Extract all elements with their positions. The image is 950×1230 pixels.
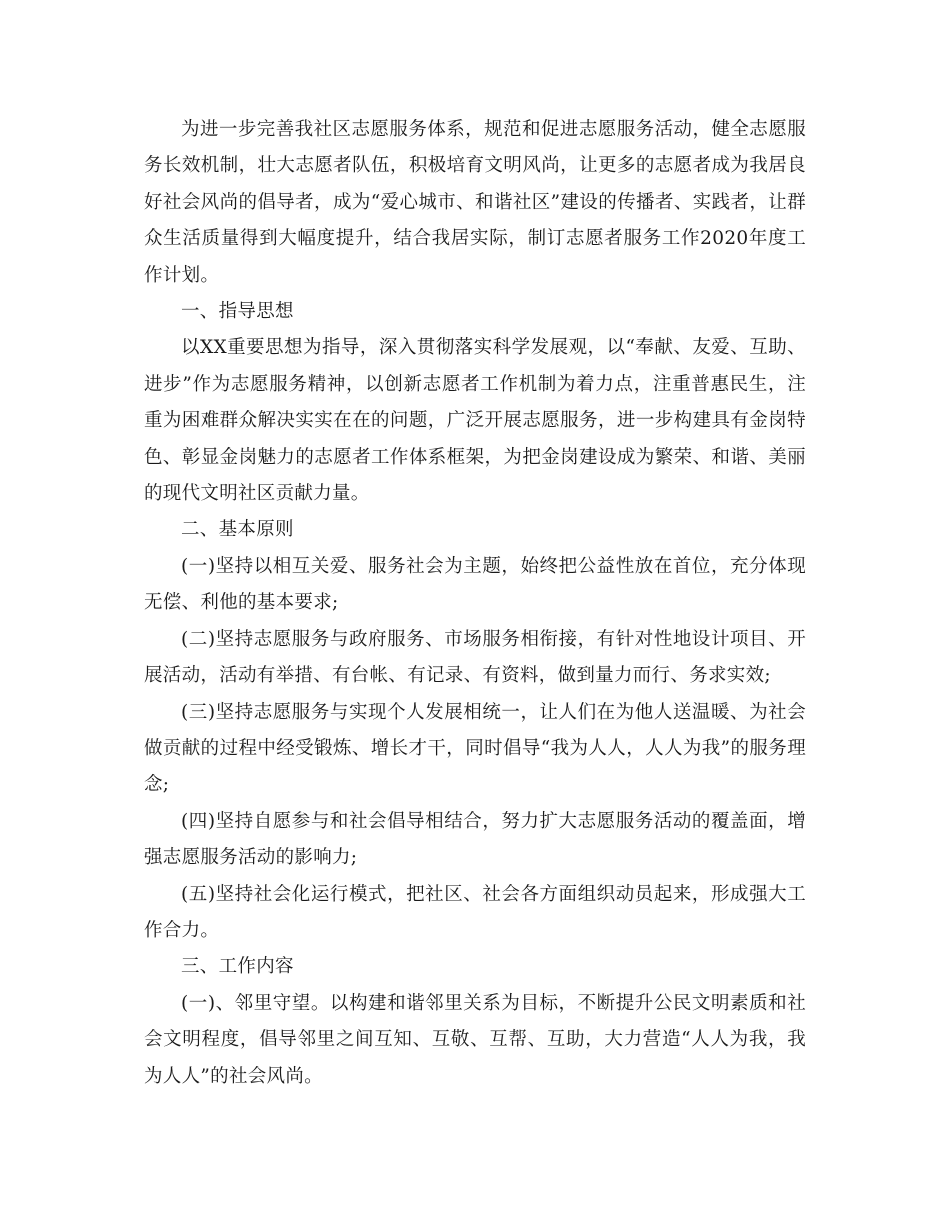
principle-item-4: (四)坚持自愿参与和社会倡导相结合，努力扩大志愿服务活动的覆盖面，增强志愿服务活动的影响力; xyxy=(144,810,806,869)
principle-item-1: (一)坚持以相互关爱、服务社会为主题，始终把公益性放在首位，充分体现无偿、利他的基本要求; xyxy=(144,555,806,614)
principle-item-2: (二)坚持志愿服务与政府服务、市场服务相衔接，有针对性地设计项目、开展活动，活动有举措、有台帐、有记录、有资料，做到量力而行、务求实效; xyxy=(144,628,806,687)
principle-item-3: (三)坚持志愿服务与实现个人发展相统一，让人们在为他人送温暖、为社会做贡献的过程中经受锻炼、增长才干，同时倡导“我为人人，人人为我”的服务理念; xyxy=(144,701,806,796)
section-heading-work-content: 三、工作内容 xyxy=(181,956,294,978)
section-heading-basic-principles: 二、基本原则 xyxy=(181,519,294,541)
intro-paragraph: 为进一步完善我社区志愿服务体系，规范和促进志愿服务活动，健全志愿服务长效机制，壮大志愿者队伍，积极培育文明风尚，让更多的志愿者成为我居良好社会风尚的倡导者，成为“爱心城市、和谐社区”建设的传播者、实践者，让群众生活质量得到大幅度提升，结合我居实际，制订志愿者服务工作2020年度工作计划。 xyxy=(144,119,806,286)
principle-item-5: (五)坚持社会化运行模式，把社区、社会各方面组织动员起来，形成强大工作合力。 xyxy=(144,883,806,941)
work-content-item-1: (一)、邻里守望。以构建和谐邻里关系为目标，不断提升公民文明素质和社会文明程度，倡导邻里之间互知、互敬、互帮、互助，大力营造“人人为我，我为人人”的社会风尚。 xyxy=(144,992,806,1087)
guiding-ideology-paragraph: 以XX重要思想为指导，深入贯彻落实科学发展观，以“奉献、友爱、互助、进步”作为志愿服务精神，以创新志愿者工作机制为着力点，注重普惠民生，注重为困难群众解决实实在在的问题，广泛开展志愿服务，进一步构建具有金岗特色、彰显金岗魅力的志愿者工作体系框架，为把金岗建设成为繁荣、和谐、美丽的现代文明社区贡献力量。 xyxy=(144,337,806,505)
section-heading-guiding-ideology: 一、指导思想 xyxy=(181,301,294,323)
